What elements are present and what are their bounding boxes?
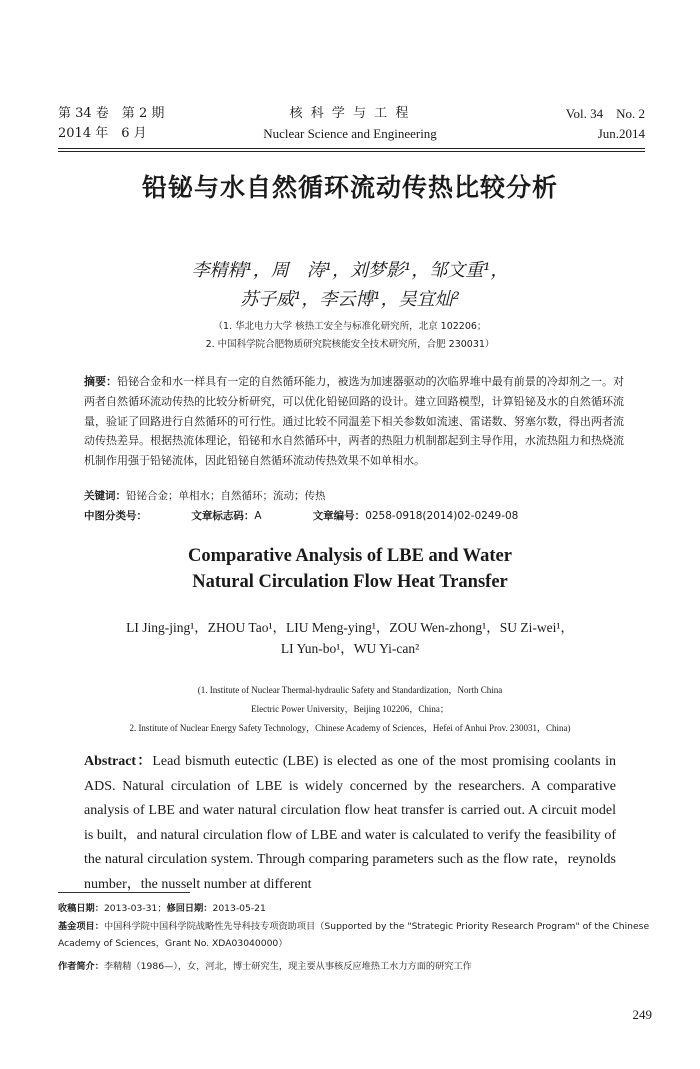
header-rule-thick [58,148,645,149]
affiliation-cn-2: 2. 中国科学院合肥物质研究院核能安全技术研究所，合肥 230031） [205,339,495,350]
keywords-cn-text: 铅铋合金；单相水；自然循环；流动；传热 [126,490,326,502]
abstract-cn-label: 摘要： [84,375,118,388]
abstract-cn [84,372,624,471]
journal-name-cn: 核 科 学 与 工 程 [289,106,411,121]
revised-value: 2013-05-21 [212,903,266,914]
keywords-cn [84,488,624,503]
date-cn: 2014 年 6 月 [58,126,147,141]
journal-name-en: Nuclear Science and Engineering [263,126,437,141]
authors-cn-line1: 李精精¹，周 涛¹，刘梦影¹，邹文重¹， [191,260,509,281]
paper-title-en [0,543,700,595]
authors-en [0,617,700,659]
abstract-en-text: Lead bismuth eutectic (LBE) is elected as one of the most promising coolants in ADS. Natural circulation of LBE is widely concerned by the researchers. A comparative analysis of LBE and water natural circulation flow heat transfer is carried out. A circuit model is built，and natural circulation flow of LBE and water is calculated to verify the feasibility of the natural circulation system. Through comparing parameters such as the flow rate，reynolds number，the nusselt number at different [84,754,616,892]
header-rule-thin [58,151,645,152]
running-header-left [58,104,238,144]
page-number: 249 [632,1007,652,1022]
authors-en-line2: LI Yun-bo¹，WU Yi-can² [280,641,420,656]
title-en-line2: Natural Circulation Flow Heat Transfer [192,572,508,592]
volume-issue-cn: 第 34 卷 第 2 期 [58,106,165,121]
title-en-line1: Comparative Analysis of LBE and Water [188,546,512,566]
affiliation-en-2: Electric Power University，Beijing 102206，China； [251,704,449,714]
fund-text: 中国科学院中国科学院战略性先导科技专项资助项目（Supported by the "Strategic Priority Research Program" of the Chinese Academy of Sciences，Grant No. XDA03040000） [58,921,650,949]
received-value: 2013-03-31； [103,903,167,914]
paper-title-cn: 铅铋与水自然循环流动传热比较分析 [141,173,558,202]
article-id-label: 文章编号： [312,510,366,522]
affiliation-en-1: (1. Institute of Nuclear Thermal-hydraulic Safety and Standardization，North China [197,685,503,695]
keywords-cn-label: 关键词： [84,490,126,502]
footnote-author-bio [58,958,653,975]
author-bio-text: 李精精（1986—），女，河北，博士研究生，现主要从事核反应堆热工水力方面的研究工作 [103,961,472,972]
fund-label: 基金项目： [58,921,104,932]
doc-code-label: 文章标志码： [191,510,255,522]
volume-issue-en: Vol. 34 No. 2 [565,106,645,121]
authors-en-line1: LI Jing-jing¹，ZHOU Tao¹，LIU Meng-ying¹，ZOU Wen-zhong¹，SU Zi-wei¹， [126,620,574,635]
affiliations-en [0,681,700,738]
abstract-cn-text: 铅铋合金和水一样具有一定的自然循环能力，被选为加速器驱动的次临界堆中最有前景的冷却剂之一。对两者自然循环流动传热的比较分析研究，可以优化铅铋回路的设计。建立回路模型，计算铅铋及水的自然循环流量，验证了回路进行自然循环的可行性。通过比较不同温差下相关参数如流速、雷诺数、努塞尔数，得出两者流动传热差异。根据热流体理论，铅铋和水自然循环中，两者的热阻力机制都起到主导作用，水流热阻力和热烧流机制作用强于铅铋流体，因此铅铋自然循环流动传热效果不如单相水。 [84,375,624,468]
authors-cn-line2: 苏子威¹，李云博¹，吴宜灿² [240,289,460,310]
footnote-dates [58,900,653,917]
classification-line [84,508,624,523]
affiliation-cn-1: （1. 华北电力大学 核热工安全与标准化研究所，北京 102206； [213,321,487,332]
running-header-right [465,104,645,144]
footnote-funding [58,918,653,952]
running-header-center [230,104,470,144]
affiliation-en-3: 2. Institute of Nuclear Energy Safety Technology，Chinese Academy of Sciences，Hefei of Anhui Prov. 230031，China) [129,723,571,733]
revised-label: 修回日期： [166,903,213,914]
abstract-en [84,750,616,898]
abstract-en-label: Abstract： [84,754,153,769]
author-bio-label: 作者简介： [58,961,104,972]
doc-code-value: A [254,510,262,522]
received-label: 收稿日期： [58,903,104,914]
affiliations-cn [0,318,700,354]
article-id-value: 0258-0918(2014)02-0249-08 [365,510,519,522]
clc-label: 中图分类号： [84,510,147,522]
date-en: Jun.2014 [597,126,645,141]
footnote-rule [58,892,190,893]
